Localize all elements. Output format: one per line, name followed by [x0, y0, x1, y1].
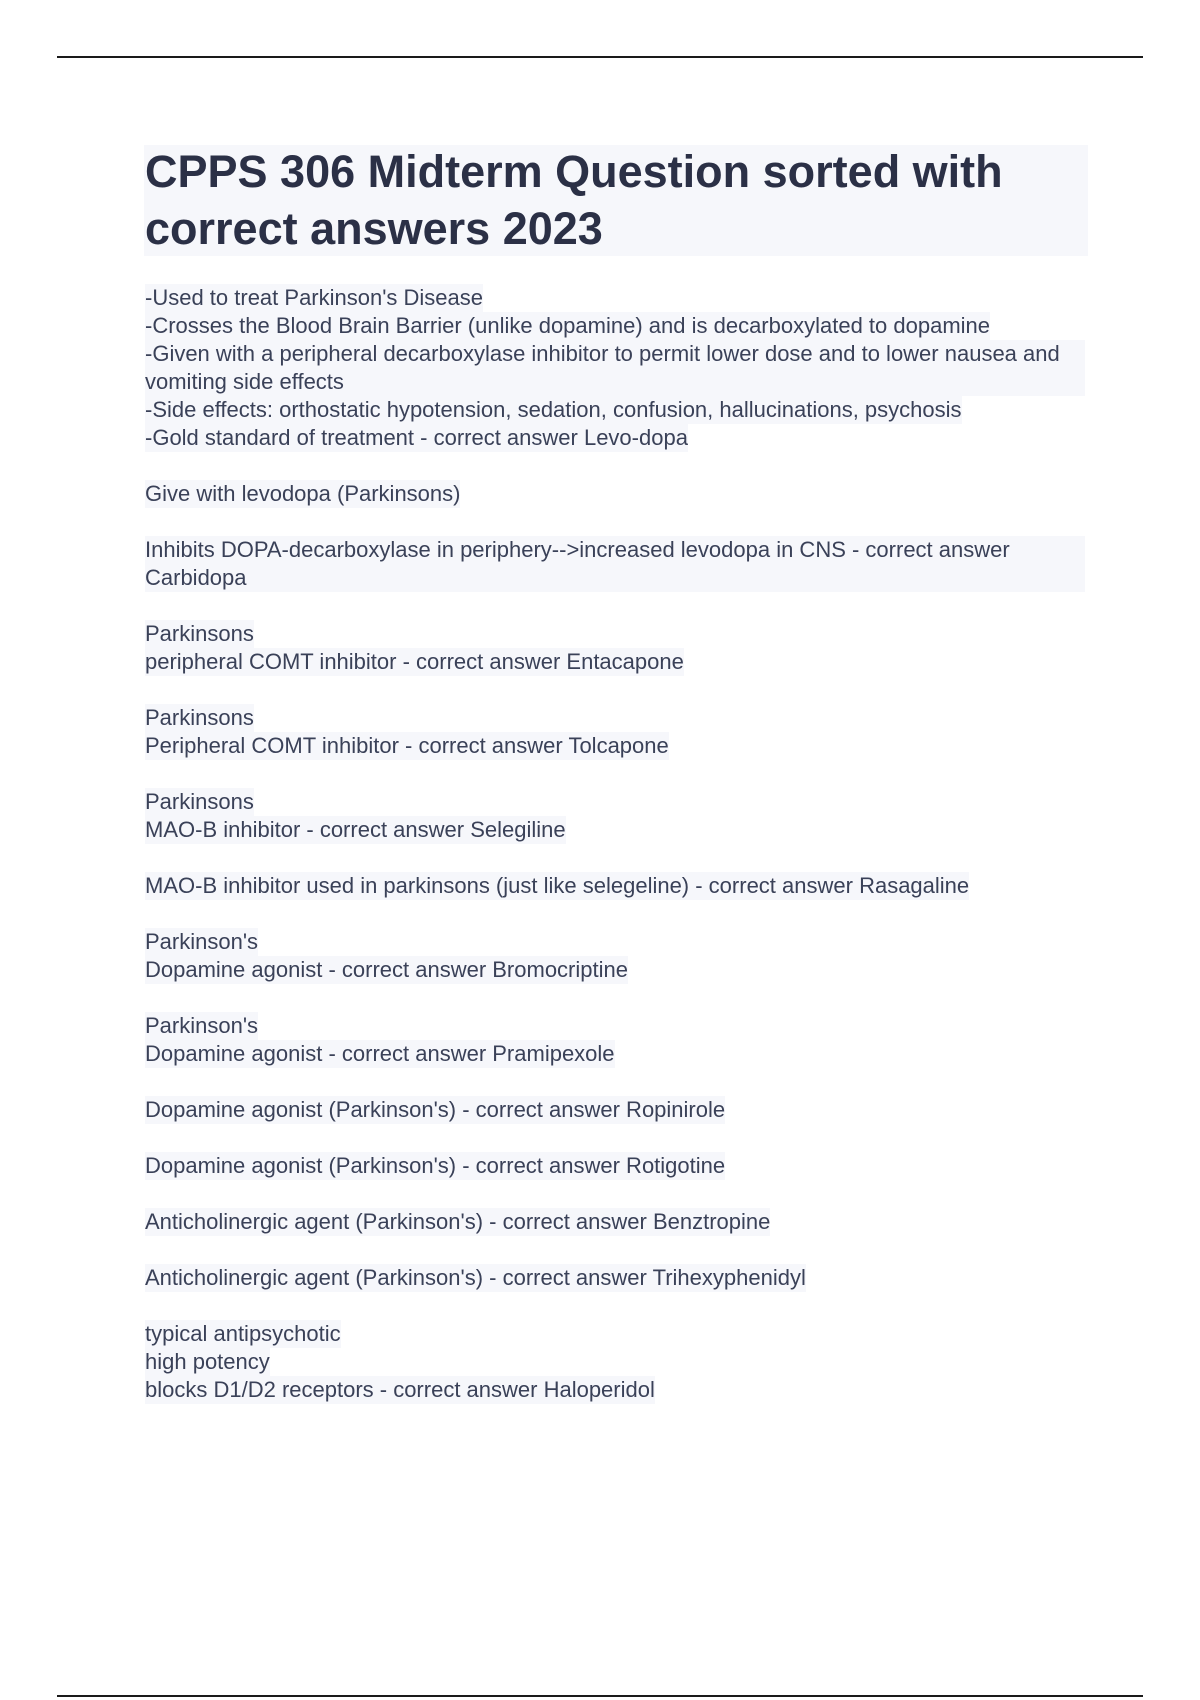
- qa-entry: [145, 1264, 1085, 1292]
- entry-line: Dopamine agonist (Parkinson's) - correct answer Ropinirole: [145, 1097, 726, 1122]
- qa-entry: [145, 284, 1085, 452]
- entry-line: -Side effects: orthostatic hypotension, sedation, confusion, hallucinations, psychosis: [145, 397, 962, 422]
- qa-entry: [145, 480, 1085, 508]
- entry-line: Anticholinergic agent (Parkinson's) - correct answer Benztropine: [145, 1209, 771, 1234]
- top-rule: [57, 56, 1143, 58]
- bottom-rule: [57, 1695, 1143, 1697]
- entry-line: -Crosses the Blood Brain Barrier (unlike dopamine) and is decarboxylated to dopamine: [145, 313, 991, 338]
- qa-entry: [145, 1096, 1085, 1124]
- entry-line: -Gold standard of treatment - correct answer Levo-dopa: [145, 425, 688, 450]
- qa-entry: [145, 704, 1085, 760]
- page-title: CPPS 306 Midterm Question sorted with correct answers 2023: [145, 146, 1003, 254]
- entry-line: Inhibits DOPA-decarboxylase in periphery-->increased levodopa in CNS - correct answer Carbidopa: [145, 536, 1085, 592]
- entry-line: MAO-B inhibitor used in parkinsons (just like selegeline) - correct answer Rasagaline: [145, 873, 970, 898]
- entry-line: Give with levodopa (Parkinsons): [145, 481, 461, 506]
- entry-line: peripheral COMT inhibitor - correct answer Entacapone: [145, 649, 684, 674]
- qa-entry: [145, 1208, 1085, 1236]
- entry-line: Parkinson's: [145, 1013, 259, 1038]
- qa-entry: [145, 536, 1085, 592]
- entry-line: Dopamine agonist (Parkinson's) - correct answer Rotigotine: [145, 1153, 726, 1178]
- qa-entry: [145, 1152, 1085, 1180]
- entry-line: Peripheral COMT inhibitor - correct answer Tolcapone: [145, 733, 669, 758]
- entry-line: Dopamine agonist - correct answer Pramipexole: [145, 1041, 615, 1066]
- entry-line: Anticholinergic agent (Parkinson's) - correct answer Trihexyphenidyl: [145, 1265, 806, 1290]
- entry-line: -Used to treat Parkinson's Disease: [145, 285, 484, 310]
- entry-line: Dopamine agonist - correct answer Bromocriptine: [145, 957, 628, 982]
- entry-line: Parkinsons: [145, 621, 254, 646]
- qa-entry: [145, 788, 1085, 844]
- entry-line: Parkinsons: [145, 705, 254, 730]
- qa-entry: [145, 620, 1085, 676]
- entry-line: MAO-B inhibitor - correct answer Selegiline: [145, 817, 566, 842]
- entry-line: typical antipsychotic: [145, 1321, 341, 1346]
- qa-entry: [145, 928, 1085, 984]
- entry-line: -Given with a peripheral decarboxylase inhibitor to permit lower dose and to lower nausea and vomiting side effects: [145, 340, 1085, 396]
- qa-entry: [145, 1320, 1085, 1404]
- entry-line: blocks D1/D2 receptors - correct answer Haloperidol: [145, 1377, 655, 1402]
- entry-line: Parkinson's: [145, 929, 259, 954]
- qa-entry: [145, 1012, 1085, 1068]
- qa-entry: [145, 872, 1085, 900]
- entry-line: high potency: [145, 1349, 270, 1374]
- entry-line: Parkinsons: [145, 789, 254, 814]
- qa-list: [145, 284, 1085, 1432]
